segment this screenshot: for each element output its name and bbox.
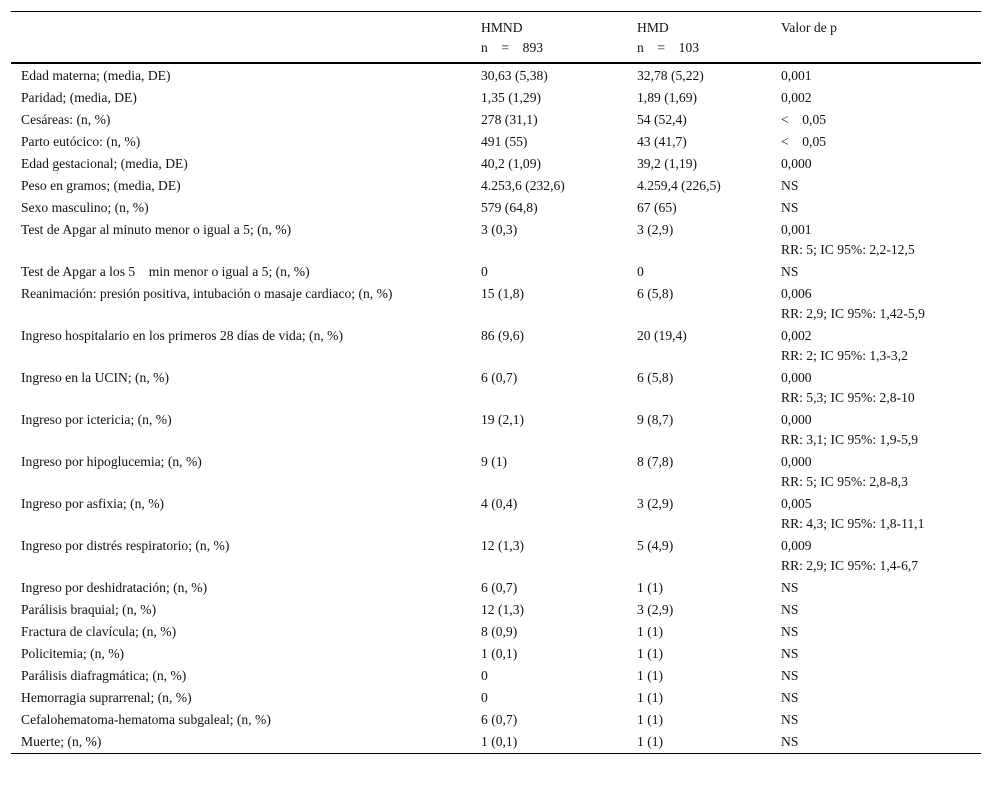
row-pvalue [771,599,981,621]
header-hmd [627,12,771,64]
table-row [11,87,981,109]
row-label: Cesáreas: (n, %) [21,112,111,127]
table-row [11,451,981,493]
row-pvalue [771,109,981,131]
row-hmd: 1 (1) [637,646,664,661]
table-row [11,131,981,153]
table-row [11,621,981,643]
row-hmd: 43 (41,7) [637,134,687,149]
row-pvalue [771,535,981,577]
row-pvalue-value: 0,000 [781,412,812,427]
row-label: Peso en gramos; (media, DE) [21,178,181,193]
row-hmd: 0 [637,264,644,279]
table-row [11,665,981,687]
table-row [11,109,981,131]
row-pvalue-value: NS [781,580,799,595]
table-row [11,325,981,367]
row-pvalue [771,131,981,153]
header-hmnd-title: HMND [481,20,523,35]
row-pvalue-value: 0,000 [781,454,812,469]
table-row [11,409,981,451]
row-hmd: 67 (65) [637,200,677,215]
row-hmd: 3 (2,9) [637,496,674,511]
header-hmnd-n: n = 893 [481,40,544,55]
row-label: Test de Apgar al minuto menor o igual a 5; (n, %) [21,222,292,237]
table-row [11,197,981,219]
row-pvalue [771,153,981,175]
row-label: Sexo masculino; (n, %) [21,200,149,215]
row-hmd: 5 (4,9) [637,538,674,553]
header-label-col [11,12,471,64]
table-row [11,709,981,731]
row-pvalue [771,731,981,754]
row-pvalue [771,643,981,665]
row-hmd: 39,2 (1,19) [637,156,698,171]
row-hmd: 6 (5,8) [637,286,674,301]
row-pvalue [771,283,981,325]
row-hmd: 1 (1) [637,712,664,727]
row-pvalue [771,493,981,535]
table-row [11,219,981,261]
row-pvalue [771,261,981,283]
row-pvalue-value: NS [781,668,799,683]
row-pvalue [771,621,981,643]
row-pvalue-value: 0,001 [781,68,812,83]
row-hmnd: 12 (1,3) [481,538,525,553]
row-pvalue [771,63,981,87]
row-hmnd: 1 (0,1) [481,734,518,749]
row-pvalue [771,325,981,367]
row-label: Cefalohematoma-hematoma subgaleal; (n, %) [21,712,271,727]
table-header [11,12,981,64]
table-row [11,175,981,197]
table-row [11,153,981,175]
table-row [11,577,981,599]
row-pvalue [771,709,981,731]
row-pvalue [771,577,981,599]
row-pvalue-value: 0,006 [781,286,812,301]
row-label: Ingreso por distrés respiratorio; (n, %) [21,538,230,553]
row-hmnd: 0 [481,264,488,279]
row-hmd: 1 (1) [637,580,664,595]
row-hmnd: 40,2 (1,09) [481,156,542,171]
row-hmd: 1 (1) [637,734,664,749]
row-label: Reanimación: presión positiva, intubación o masaje cardiaco; (n, %) [21,286,393,301]
row-hmd: 3 (2,9) [637,602,674,617]
row-hmnd: 8 (0,9) [481,624,518,639]
row-hmnd: 3 (0,3) [481,222,518,237]
table-container [11,11,981,754]
row-pvalue-value: NS [781,178,799,193]
row-rr-ci: RR: 2; IC 95%: 1,3-3,2 [781,348,908,363]
row-rr-ci: RR: 5; IC 95%: 2,2-12,5 [781,242,915,257]
row-rr-ci: RR: 4,3; IC 95%: 1,8-11,1 [781,516,925,531]
data-table [11,11,981,754]
table-row [11,493,981,535]
row-hmd: 8 (7,8) [637,454,674,469]
row-hmnd: 1,35 (1,29) [481,90,542,105]
row-pvalue-value: NS [781,646,799,661]
row-pvalue [771,175,981,197]
header-pvalue [771,12,981,64]
row-pvalue-value: 0,002 [781,90,812,105]
row-label: Policitemia; (n, %) [21,646,125,661]
row-label: Ingreso por deshidratación; (n, %) [21,580,208,595]
row-hmnd: 6 (0,7) [481,580,518,595]
row-hmnd: 6 (0,7) [481,370,518,385]
row-pvalue-value: 0,000 [781,156,812,171]
row-hmd: 1 (1) [637,690,664,705]
row-pvalue [771,197,981,219]
row-rr-ci: RR: 2,9; IC 95%: 1,4-6,7 [781,558,919,573]
row-label: Parálisis diafragmática; (n, %) [21,668,187,683]
table-row [11,731,981,754]
table-row [11,599,981,621]
row-pvalue-value: 0,005 [781,496,812,511]
row-hmnd: 1 (0,1) [481,646,518,661]
row-label: Hemorragia suprarrenal; (n, %) [21,690,192,705]
row-hmnd: 86 (9,6) [481,328,525,343]
row-label: Edad materna; (media, DE) [21,68,171,83]
row-hmd: 6 (5,8) [637,370,674,385]
row-pvalue-value: 0,001 [781,222,812,237]
table-body [11,63,981,754]
table-row [11,283,981,325]
row-hmd: 3 (2,9) [637,222,674,237]
header-hmnd [471,12,627,64]
row-hmd: 20 (19,4) [637,328,687,343]
row-hmd: 1 (1) [637,668,664,683]
row-pvalue-value: 0,009 [781,538,812,553]
table-row [11,63,981,87]
table-row [11,643,981,665]
row-label: Paridad; (media, DE) [21,90,137,105]
row-hmd: 9 (8,7) [637,412,674,427]
row-pvalue-value: NS [781,712,799,727]
row-pvalue-value: NS [781,690,799,705]
row-label: Ingreso por hipoglucemia; (n, %) [21,454,202,469]
row-pvalue [771,367,981,409]
row-label: Fractura de clavícula; (n, %) [21,624,177,639]
row-label: Parto eutócico: (n, %) [21,134,141,149]
row-hmd: 54 (52,4) [637,112,687,127]
row-label: Ingreso en la UCIN; (n, %) [21,370,169,385]
row-pvalue [771,451,981,493]
row-hmnd: 4 (0,4) [481,496,518,511]
row-pvalue-value: 0,002 [781,328,812,343]
row-label: Ingreso hospitalario en los primeros 28 días de vida; (n, %) [21,328,344,343]
row-hmnd: 15 (1,8) [481,286,525,301]
row-pvalue [771,665,981,687]
row-hmnd: 278 (31,1) [481,112,538,127]
row-hmnd: 12 (1,3) [481,602,525,617]
row-hmnd: 579 (64,8) [481,200,538,215]
row-pvalue [771,87,981,109]
row-hmd: 32,78 (5,22) [637,68,704,83]
header-pvalue-title: Valor de p [781,20,837,35]
row-hmd: 4.259,4 (226,5) [637,178,721,193]
row-hmd: 1 (1) [637,624,664,639]
table-row [11,687,981,709]
table-row [11,367,981,409]
row-hmnd: 0 [481,668,488,683]
row-pvalue-value: 0,000 [781,370,812,385]
row-hmnd: 491 (55) [481,134,528,149]
row-rr-ci: RR: 3,1; IC 95%: 1,9-5,9 [781,432,919,447]
row-pvalue-value: NS [781,734,799,749]
row-label: Muerte; (n, %) [21,734,102,749]
row-pvalue [771,409,981,451]
row-pvalue-value: NS [781,624,799,639]
row-pvalue [771,687,981,709]
row-hmnd: 9 (1) [481,454,508,469]
row-hmnd: 6 (0,7) [481,712,518,727]
row-pvalue [771,219,981,261]
row-pvalue-value: NS [781,602,799,617]
row-hmnd: 4.253,6 (232,6) [481,178,565,193]
row-pvalue-value: NS [781,200,799,215]
row-hmnd: 19 (2,1) [481,412,525,427]
row-rr-ci: RR: 5,3; IC 95%: 2,8-10 [781,390,915,405]
row-pvalue-value: < 0,05 [781,112,827,127]
row-rr-ci: RR: 5; IC 95%: 2,8-8,3 [781,474,908,489]
row-hmnd: 0 [481,690,488,705]
header-hmd-n: n = 103 [637,40,700,55]
table-row [11,261,981,283]
row-label: Test de Apgar a los 5 min menor o igual a 5; (n, %) [21,264,310,279]
row-label: Ingreso por asfixia; (n, %) [21,496,165,511]
row-hmnd: 30,63 (5,38) [481,68,548,83]
row-pvalue-value: < 0,05 [781,134,827,149]
row-hmd: 1,89 (1,69) [637,90,698,105]
row-label: Ingreso por ictericia; (n, %) [21,412,172,427]
row-pvalue-value: NS [781,264,799,279]
row-label: Parálisis braquial; (n, %) [21,602,157,617]
header-hmd-title: HMD [637,20,669,35]
row-label: Edad gestacional; (media, DE) [21,156,188,171]
row-rr-ci: RR: 2,9; IC 95%: 1,42-5,9 [781,306,925,321]
table-row [11,535,981,577]
